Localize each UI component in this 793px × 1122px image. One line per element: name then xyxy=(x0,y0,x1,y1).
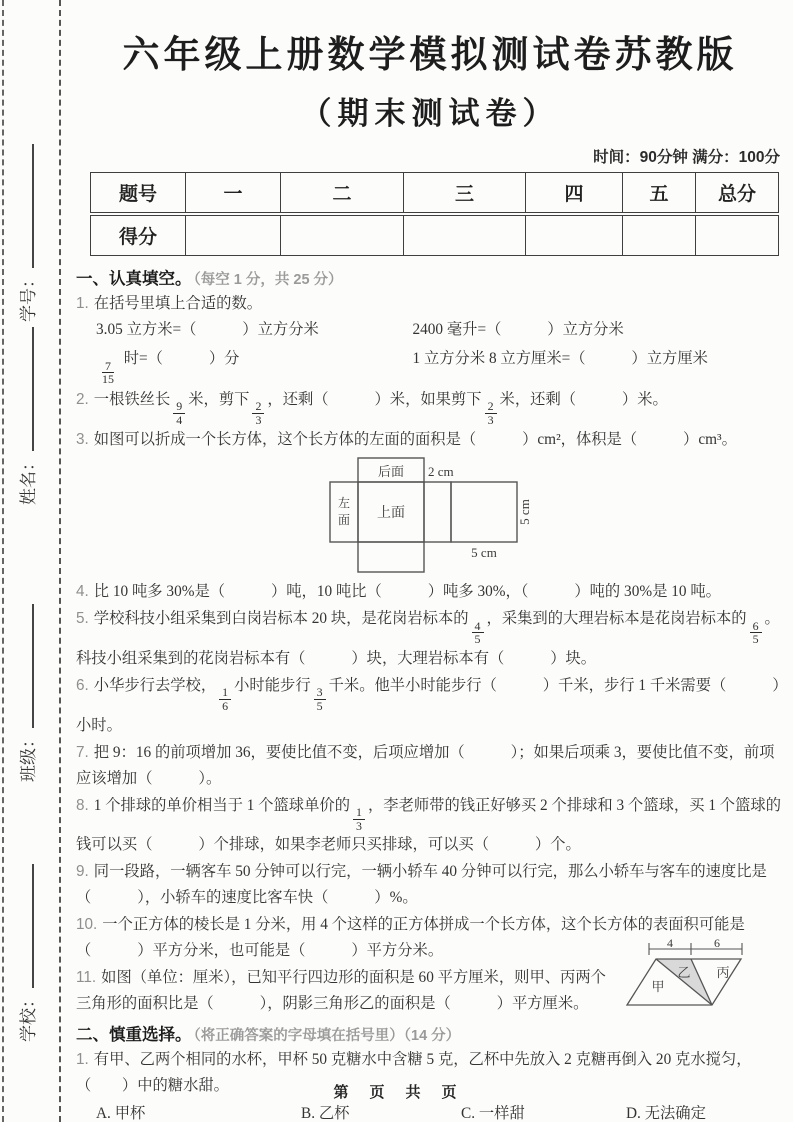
page-title: 六年级上册数学模拟测试卷苏教版 xyxy=(122,34,738,75)
net-face-wide xyxy=(451,482,517,542)
score-table-header-row xyxy=(91,173,779,215)
net-dim-5cm-right: 5 cm xyxy=(517,499,532,526)
question-item xyxy=(76,387,784,427)
net-bottom-face xyxy=(358,542,424,572)
score-table xyxy=(90,172,779,256)
question-text: 1 个排球的单价相当于 1 个篮球单价的 $\frac{1}{3}$ ，李老师带的钱正好够买 2 个排球和 3 个篮球，买 1 个篮球的钱可以买（ ）个排球，如果李老师只买排球，可以买（ ）个。 xyxy=(76,796,781,854)
paper-content xyxy=(76,0,784,1122)
question-number: 6. xyxy=(76,676,89,694)
score-cell xyxy=(696,214,779,256)
question-number: 4. xyxy=(76,583,89,601)
question-text: 在括号里填上合适的数。 xyxy=(93,295,263,312)
section-score-note: （每空 1 分，共 25 分） xyxy=(193,272,343,288)
section-heading-text: 二、慎重选择。 xyxy=(76,1026,192,1045)
sidebar-field-write-line xyxy=(17,144,34,268)
question-item xyxy=(76,740,784,792)
score-col-header: 五 xyxy=(623,173,696,215)
box-net-figure xyxy=(328,456,540,576)
net-left-face xyxy=(330,482,358,542)
fraction: $\frac{6}{5}$ xyxy=(750,620,762,646)
parallelogram-figure xyxy=(624,939,786,1031)
net-top-label: 上面 xyxy=(377,506,405,522)
parallelogram-label-yi: 乙 xyxy=(677,965,691,981)
sidebar-field-2 xyxy=(14,327,39,505)
question-sections xyxy=(76,265,784,1122)
choice-option: B. 乙杯 xyxy=(301,1105,350,1122)
score-cell xyxy=(281,214,404,256)
question-number: 8. xyxy=(76,796,89,814)
question-number: 5. xyxy=(76,610,89,628)
question-text: 一个正方体的棱长是 1 分米，用 4 个这样的正方体拼成一个长方体，这个长方体的表面积可能是（ ）平方分米，也可能是（ ）平方分米。 xyxy=(76,916,745,960)
choice-option: A. 甲杯 xyxy=(96,1105,146,1122)
net-left-label-char1: 左 xyxy=(337,496,351,511)
question-number: 9. xyxy=(76,863,89,881)
question-text: 比 10 吨多 30%是（ ）吨，10 吨比（ ）吨多 30%，（ ）吨的 30%是 10 吨。 xyxy=(93,583,721,601)
question-item xyxy=(76,673,784,739)
question-text: 如图可以折成一个长方体，这个长方体的左面的面积是（ ）cm²，体积是（ ）cm³。 xyxy=(93,431,737,449)
sidebar-field-write-line xyxy=(17,327,34,451)
score-cell xyxy=(526,214,623,256)
parallelogram-dim-6: 6 xyxy=(714,939,720,951)
fraction: $\frac{9}{4}$ xyxy=(173,400,185,426)
question-item xyxy=(76,579,784,605)
sidebar-field-label: 学号： xyxy=(19,271,38,322)
fill-blank-item: 1 立方分米 8 立方厘米=（ ）立方厘米 xyxy=(412,350,708,367)
score-row-label: 得分 xyxy=(91,214,186,256)
net-dim-2cm: 2 cm xyxy=(428,464,454,480)
question-number: 3. xyxy=(76,431,89,449)
question-text: 如图（单位：厘米），已知平行四边形的面积是 60 平方厘米，则甲、丙两个三角形的面积比是（ ），阴影三角形乙的面积是（ ）平方厘米。 xyxy=(76,969,606,1013)
question-text: 小华步行去学校， $\frac{1}{6}$ 小时能步行 $\frac{3}{5}$ 千米。他半小时能步行（ ）千米，步行 1 千米需要（ ）小时。 xyxy=(76,676,780,734)
question-item xyxy=(76,427,784,576)
fraction: $\frac{3}{5}$ xyxy=(314,686,326,712)
question-text: 学校科技小组采集到白岗岩标本 20 块，是花岗岩标本的 $\frac{4}{5}$ ，采集到的大理岩标本是花岗岩标本的 $\frac{6}{5}$ 。科技小组采集到的花岗岩标本有（ ）块，大理岩标本有（ ）块。 xyxy=(76,610,780,667)
question-number: 1. xyxy=(76,1051,89,1069)
question-number: 1. xyxy=(76,295,89,312)
parallelogram-label-bing: 丙 xyxy=(716,965,730,981)
net-left-label-char2: 面 xyxy=(337,513,351,528)
section-2 xyxy=(76,1021,784,1122)
fill-blank-item: $\frac{7}{15}$ 时=（ ）分 xyxy=(96,346,412,386)
fraction: $\frac{1}{6}$ xyxy=(219,686,231,712)
fraction: $\frac{2}{3}$ xyxy=(485,400,497,426)
question-text: 同一段路，一辆客车 50 分钟可以行完，一辆小轿车 40 分钟可以行完，那么小轿车与客车的速度比是（ ），小轿车的速度比客车快（ ）%。 xyxy=(76,863,767,907)
question-number: 10. xyxy=(76,916,98,934)
question-number: 7. xyxy=(76,743,89,761)
score-col-header: 总分 xyxy=(696,173,779,215)
choice-options xyxy=(76,1101,784,1122)
score-cell xyxy=(404,214,526,256)
fill-blank-item: 2400 毫升=（ ）立方分米 xyxy=(412,321,624,338)
sidebar-field-write-line xyxy=(17,864,34,988)
section-heading-text: 一、认真填空。 xyxy=(76,270,192,288)
question-number: 2. xyxy=(76,390,89,408)
score-col-header: 一 xyxy=(186,173,281,215)
fraction: $\frac{4}{5}$ xyxy=(472,620,484,646)
question-item xyxy=(76,291,784,386)
sidebar-field-write-line xyxy=(17,604,34,728)
question-item xyxy=(76,606,784,672)
sidebar-field-label: 学校： xyxy=(19,991,38,1042)
choice-option: D. 无法确定 xyxy=(626,1105,706,1122)
score-cell xyxy=(186,214,281,256)
question-text: 一根铁丝长 $\frac{9}{4}$ 米，剪下 $\frac{2}{3}$ ，还剩（ ）米，如果剪下 $\frac{2}{3}$ 米，还剩（ ）米。 xyxy=(93,390,668,427)
fraction: $\frac{1}{3}$ xyxy=(353,806,365,832)
sidebar-field-4 xyxy=(14,864,39,1042)
sidebar-field-1 xyxy=(14,144,39,322)
score-cell xyxy=(623,214,696,256)
sidebar-field-label: 姓名： xyxy=(19,454,38,505)
exam-meta: 时间：90分钟 满分：100分 xyxy=(593,149,780,166)
box-net-figure-wrap xyxy=(328,456,784,576)
score-table-score-row xyxy=(91,214,779,256)
section-score-note: （将正确答案的字母填在括号里）（14 分） xyxy=(193,1028,461,1045)
seal-dashed-line-inner xyxy=(59,0,61,1122)
net-face-narrow xyxy=(424,482,451,542)
question-text: 把 9：16 的前项增加 36，要使比值不变，后项应增加（ ）；如果后项乘 3，要使比值不变，前项应该增加（ ）。 xyxy=(76,743,775,787)
sidebar-field-3 xyxy=(14,604,39,782)
net-back-label: 后面 xyxy=(377,464,405,480)
question-item xyxy=(76,939,784,1017)
question-number: 11. xyxy=(76,969,97,987)
score-col-header: 四 xyxy=(526,173,623,215)
page-footer: 第 页 共 页 xyxy=(333,1084,460,1101)
page-subtitle: （期末测试卷） xyxy=(300,96,560,131)
parallelogram-figure-wrap xyxy=(624,939,786,1031)
score-table-corner: 题号 xyxy=(91,173,186,215)
net-dim-5cm-bottom: 5 cm xyxy=(471,545,497,561)
parallelogram-label-jia: 甲 xyxy=(651,979,665,995)
question-item xyxy=(76,793,784,859)
score-col-header: 三 xyxy=(404,173,526,215)
sidebar-field-label: 班级： xyxy=(19,731,38,782)
parallelogram-dim-4: 4 xyxy=(667,939,673,951)
question-item xyxy=(76,859,784,911)
choice-option: C. 一样甜 xyxy=(461,1105,525,1122)
fraction: $\frac{2}{3}$ xyxy=(252,400,264,426)
score-col-header: 二 xyxy=(281,173,404,215)
fraction: $\frac{7}{15}$ xyxy=(102,358,114,387)
fill-blank-sub-items xyxy=(76,317,784,386)
fill-blank-item: 3.05 立方米=（ ）立方分米 xyxy=(96,321,319,338)
section-heading xyxy=(76,265,784,289)
section-1 xyxy=(76,265,784,1017)
question-text: 有甲、乙两个相同的水杯，甲杯 50 克糖水中含糖 5 克，乙杯中先放入 2 克糖再倒入 20 克水搅匀，（ ）中的糖水甜。 xyxy=(76,1051,752,1095)
seal-dashed-line-outer xyxy=(2,0,4,1122)
